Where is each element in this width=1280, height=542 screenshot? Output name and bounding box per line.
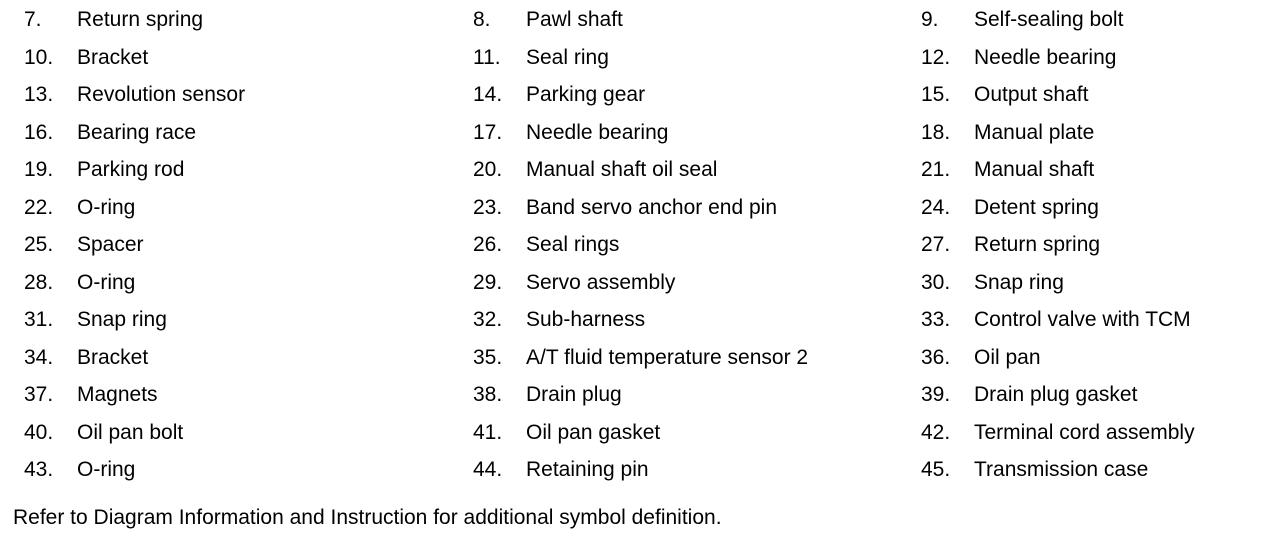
legend-item-number: 35.	[473, 345, 503, 369]
legend-item-label: Bearing race	[77, 120, 197, 144]
legend-item-label: Needle bearing	[526, 120, 669, 144]
legend-item-number: 7.	[24, 8, 42, 31]
legend-item-number: 28.	[24, 270, 54, 294]
legend-item-label: Servo assembly	[526, 270, 676, 294]
legend-item-number: 12.	[921, 45, 951, 69]
legend-item-label: O-ring	[77, 458, 136, 481]
legend-item-label: Seal rings	[526, 233, 620, 256]
legend-item-label: O-ring	[77, 195, 136, 219]
legend-item-label: Return spring	[77, 8, 204, 31]
legend-item-number: 34.	[24, 345, 54, 369]
legend-item-number: 33.	[921, 308, 951, 331]
legend-item-label: Return spring	[974, 233, 1101, 256]
legend-item-number: 16.	[24, 120, 54, 144]
legend-item-number: 18.	[921, 120, 951, 144]
legend-item-label: A/T fluid temperature sensor 2	[526, 345, 809, 369]
legend-item-number: 45.	[921, 458, 951, 481]
legend-item-label: Parking gear	[526, 83, 646, 106]
legend-item-label: Self-sealing bolt	[974, 8, 1124, 31]
legend-item-number: 27.	[921, 233, 951, 256]
legend-item-label: Needle bearing	[974, 45, 1117, 69]
legend-item-label: Snap ring	[974, 270, 1064, 294]
legend-item-label: Seal ring	[526, 45, 609, 69]
legend-item-label: Oil pan bolt	[77, 420, 184, 444]
legend-item-number: 24.	[921, 195, 951, 219]
legend-item-label: Pawl shaft	[526, 8, 623, 31]
legend-item-number: 9.	[921, 8, 939, 31]
legend-item-number: 14.	[473, 83, 503, 106]
legend-item-label: Revolution sensor	[77, 83, 246, 106]
legend-item-number: 31.	[24, 308, 54, 331]
legend-item-label: Sub-harness	[526, 308, 646, 331]
legend-item-label: O-ring	[77, 270, 136, 294]
legend-item-label: Oil pan gasket	[526, 420, 661, 444]
legend-item-label: Band servo anchor end pin	[526, 195, 778, 219]
legend-item-number: 43.	[24, 458, 54, 481]
legend-item-number: 15.	[921, 83, 951, 106]
legend-item-label: Manual shaft oil seal	[526, 158, 718, 181]
legend-item-label: Retaining pin	[526, 458, 649, 481]
legend-item-number: 19.	[24, 158, 54, 181]
legend-item-number: 30.	[921, 270, 951, 294]
legend-item-label: Terminal cord assembly	[974, 420, 1195, 444]
legend-item-label: Output shaft	[974, 83, 1089, 106]
legend-item-label: Manual shaft	[974, 158, 1095, 181]
legend-item-label: Drain plug	[526, 383, 622, 406]
legend-item-number: 36.	[921, 345, 951, 369]
legend-item-number: 29.	[473, 270, 503, 294]
legend-item-number: 25.	[24, 233, 54, 256]
legend-item-label: Drain plug gasket	[974, 383, 1138, 406]
legend-item-label: Detent spring	[974, 195, 1099, 219]
legend-item-label: Spacer	[77, 233, 144, 256]
legend-item-label: Control valve with TCM	[974, 308, 1191, 331]
legend-item-number: 26.	[473, 233, 503, 256]
legend-item-number: 44.	[473, 458, 503, 481]
legend-item-label: Magnets	[77, 383, 158, 406]
legend-item-label: Bracket	[77, 345, 149, 369]
legend-item-number: 22.	[24, 195, 54, 219]
legend-item-label: Transmission case	[974, 458, 1149, 481]
legend-item-number: 37.	[24, 383, 54, 406]
legend-item-number: 8.	[473, 8, 491, 31]
legend-item-label: Bracket	[77, 45, 149, 69]
legend-item-number: 20.	[473, 158, 503, 181]
legend-item-label: Parking rod	[77, 158, 185, 181]
legend-item-number: 39.	[921, 383, 951, 406]
legend-item-number: 17.	[473, 120, 503, 144]
legend-item-number: 32.	[473, 308, 503, 331]
legend-item-label: Manual plate	[974, 120, 1095, 144]
legend-item-number: 40.	[24, 420, 54, 444]
legend-item-number: 13.	[24, 83, 54, 106]
legend-item-number: 41.	[473, 420, 503, 444]
legend-item-number: 10.	[24, 45, 54, 69]
legend-item-label: Oil pan	[974, 345, 1041, 369]
legend-item-number: 38.	[473, 383, 503, 406]
footnote: Refer to Diagram Information and Instruction for additional symbol definition.	[13, 506, 722, 529]
legend-item-number: 21.	[921, 158, 951, 181]
legend-item-number: 23.	[473, 195, 503, 219]
legend-item-number: 42.	[921, 420, 951, 444]
legend-item-number: 11.	[473, 45, 501, 69]
legend-item-label: Snap ring	[77, 308, 167, 331]
